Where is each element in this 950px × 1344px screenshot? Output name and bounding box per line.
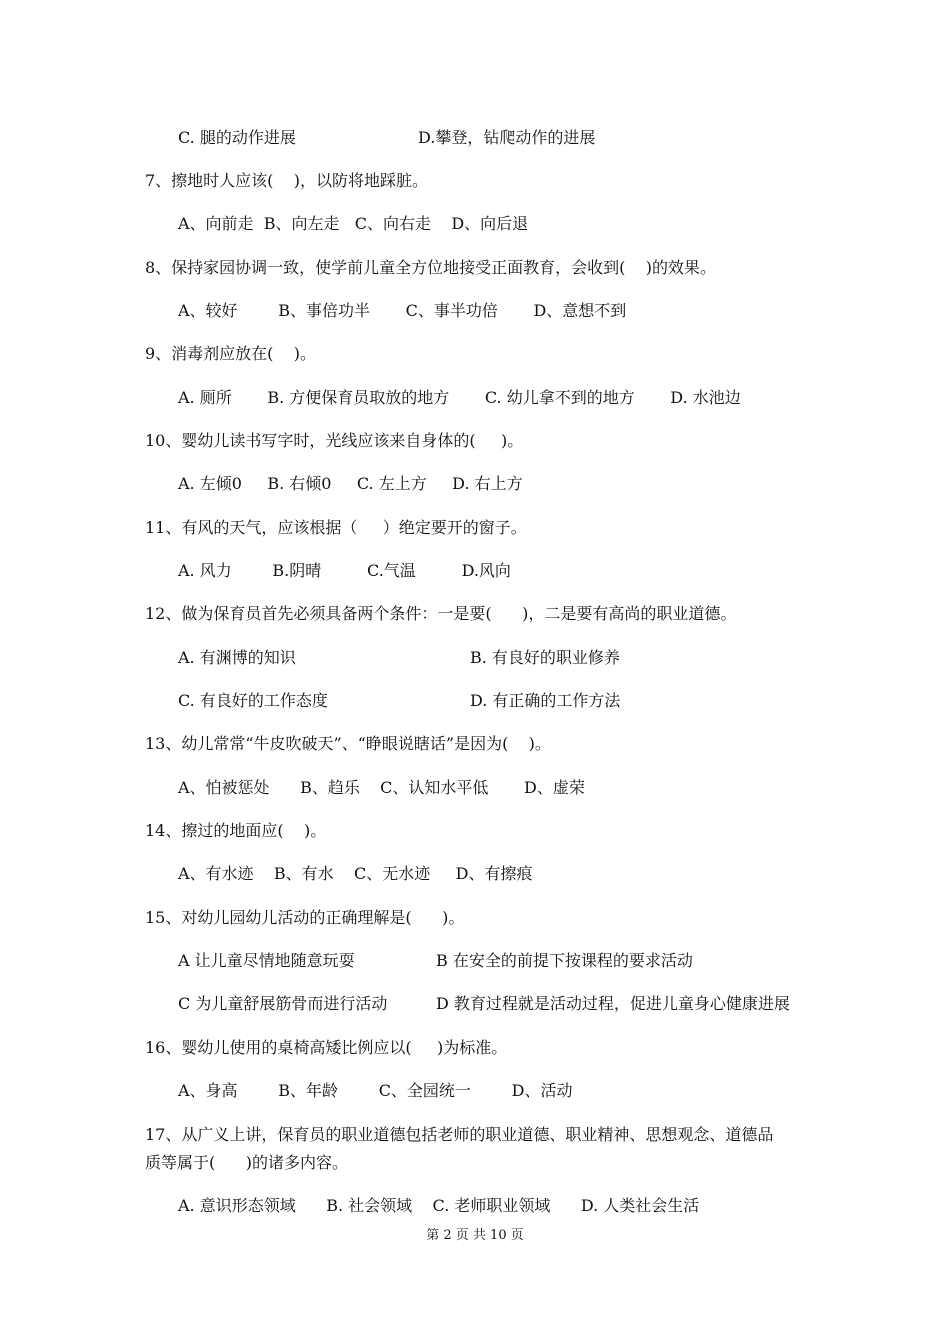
- q6-option-c: C. 腿的动作进展: [178, 128, 296, 147]
- question-17-options: A. 意识形态领域 B. 社会领域 C. 老师职业领域 D. 人类社会生活: [178, 1196, 700, 1215]
- question-7: 7、擦地时人应该( )，以防将地踩脏。: [145, 171, 429, 190]
- question-16-options: A、身高 B、年龄 C、全园统一 D、活动: [178, 1081, 573, 1100]
- question-12: 12、做为保育员首先必须具备两个条件：一是要( )，二是要有高尚的职业道德。: [145, 604, 737, 623]
- question-14: 14、擦过的地面应( )。: [145, 821, 327, 840]
- question-13: 13、幼儿常常“牛皮吹破天”、“睁眼说瞎话”是因为( )。: [145, 734, 551, 753]
- question-8: 8、保持家园协调一致，使学前儿童全方位地接受正面教育，会收到( )的效果。: [145, 258, 717, 277]
- question-12-option-b: B. 有良好的职业修养: [470, 648, 620, 667]
- question-10-options: A. 左倾0 B. 右倾0 C. 左上方 D. 右上方: [178, 474, 523, 493]
- question-13-options: A、怕被惩处 B、趋乐 C、认知水平低 D、虚荣: [178, 778, 585, 797]
- question-17-line-1: 17、从广义上讲，保育员的职业道德包括老师的职业道德、职业精神、思想观念、道德品: [145, 1125, 774, 1144]
- page-footer: 第 2 页 共 10 页: [426, 1228, 524, 1243]
- question-12-option-c: C. 有良好的工作态度: [178, 691, 328, 710]
- question-10: 10、婴幼儿读书写字时，光线应该来自身体的( )。: [145, 431, 524, 450]
- question-17-line-2: 质等属于( )的诸多内容。: [145, 1153, 349, 1172]
- question-15-option-d: D 教育过程就是活动过程，促进儿童身心健康进展: [436, 994, 790, 1013]
- question-7-options: A、向前走 B、向左走 C、向右走 D、向后退: [178, 214, 529, 233]
- question-11: 11、有风的天气，应该根据（ ）绝定要开的窗子。: [145, 518, 527, 537]
- question-15-option-a: A 让儿童尽情地随意玩耍: [178, 951, 355, 970]
- question-12-option-d: D. 有正确的工作方法: [470, 691, 621, 710]
- question-12-option-a: A. 有渊博的知识: [178, 648, 296, 667]
- question-15-option-b: B 在安全的前提下按课程的要求活动: [436, 951, 693, 970]
- question-9-options: A. 厕所 B. 方便保育员取放的地方 C. 幼儿拿不到的地方 D. 水池边: [178, 388, 741, 407]
- question-9: 9、消毒剂应放在( )。: [145, 344, 317, 363]
- q6-option-d: D.攀登，钻爬动作的进展: [418, 128, 596, 147]
- question-15-option-c: C 为儿童舒展筋骨而进行活动: [178, 994, 388, 1013]
- question-11-options: A. 风力 B.阴晴 C.气温 D.风向: [178, 561, 511, 580]
- question-8-options: A、较好 B、事倍功半 C、事半功倍 D、意想不到: [178, 301, 627, 320]
- question-16: 16、婴幼儿使用的桌椅高矮比例应以( )为标准。: [145, 1038, 508, 1057]
- question-14-options: A、有水迹 B、有水 C、无水迹 D、有擦痕: [178, 864, 533, 883]
- question-15: 15、对幼儿园幼儿活动的正确理解是( )。: [145, 908, 465, 927]
